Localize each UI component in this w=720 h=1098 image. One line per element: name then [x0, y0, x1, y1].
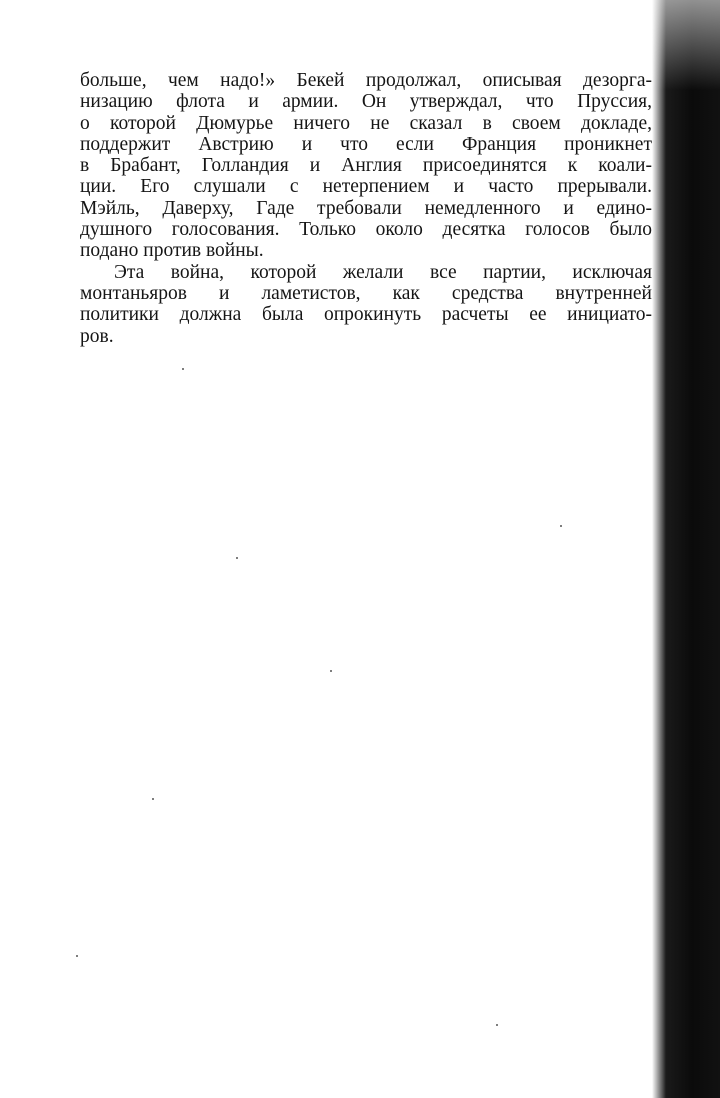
- text-line: политики должна была опрокинуть расчеты ее инициато-: [80, 304, 652, 326]
- scan-speck: [496, 1024, 498, 1026]
- scan-shadow-edge-top: [652, 0, 720, 90]
- scan-speck: [76, 955, 78, 957]
- text-line: о которой Дюмурье ничего не сказал в своем докладе,: [80, 112, 652, 134]
- text-line: Эта война, которой желали все партии, исключая: [114, 261, 652, 283]
- scan-speck: [330, 670, 332, 672]
- text-line: низацию флота и армии. Он утверждал, что Пруссия,: [80, 91, 652, 113]
- text-line: Мэйль, Даверху, Гаде требовали немедленного и едино-: [80, 197, 652, 219]
- text-line: монтаньяров и ламетистов, как средства внутренней: [80, 282, 652, 304]
- body-text: [80, 70, 652, 347]
- text-line: подано против войны.: [80, 240, 264, 262]
- paragraph-2: [80, 262, 652, 347]
- text-line: поддержит Австрию и что если Франция проникнет: [80, 133, 652, 155]
- text-line: ров.: [80, 325, 114, 347]
- scan-speck: [152, 798, 154, 800]
- paragraph-1: [80, 70, 652, 262]
- text-line: ции. Его слушали с нетерпением и часто прерывали.: [80, 176, 652, 198]
- scan-speck: [236, 557, 238, 559]
- scan-shadow-edge: [652, 0, 720, 1098]
- text-line: больше, чем надо!» Бекей продолжал, описывая дезорга-: [80, 70, 652, 91]
- text-line: душного голосования. Только около десятка голосов было: [80, 219, 652, 241]
- text-line: в Брабант, Голландия и Англия присоединятся к коали-: [80, 155, 652, 177]
- scan-speck: [182, 368, 184, 370]
- scan-speck: [560, 525, 562, 527]
